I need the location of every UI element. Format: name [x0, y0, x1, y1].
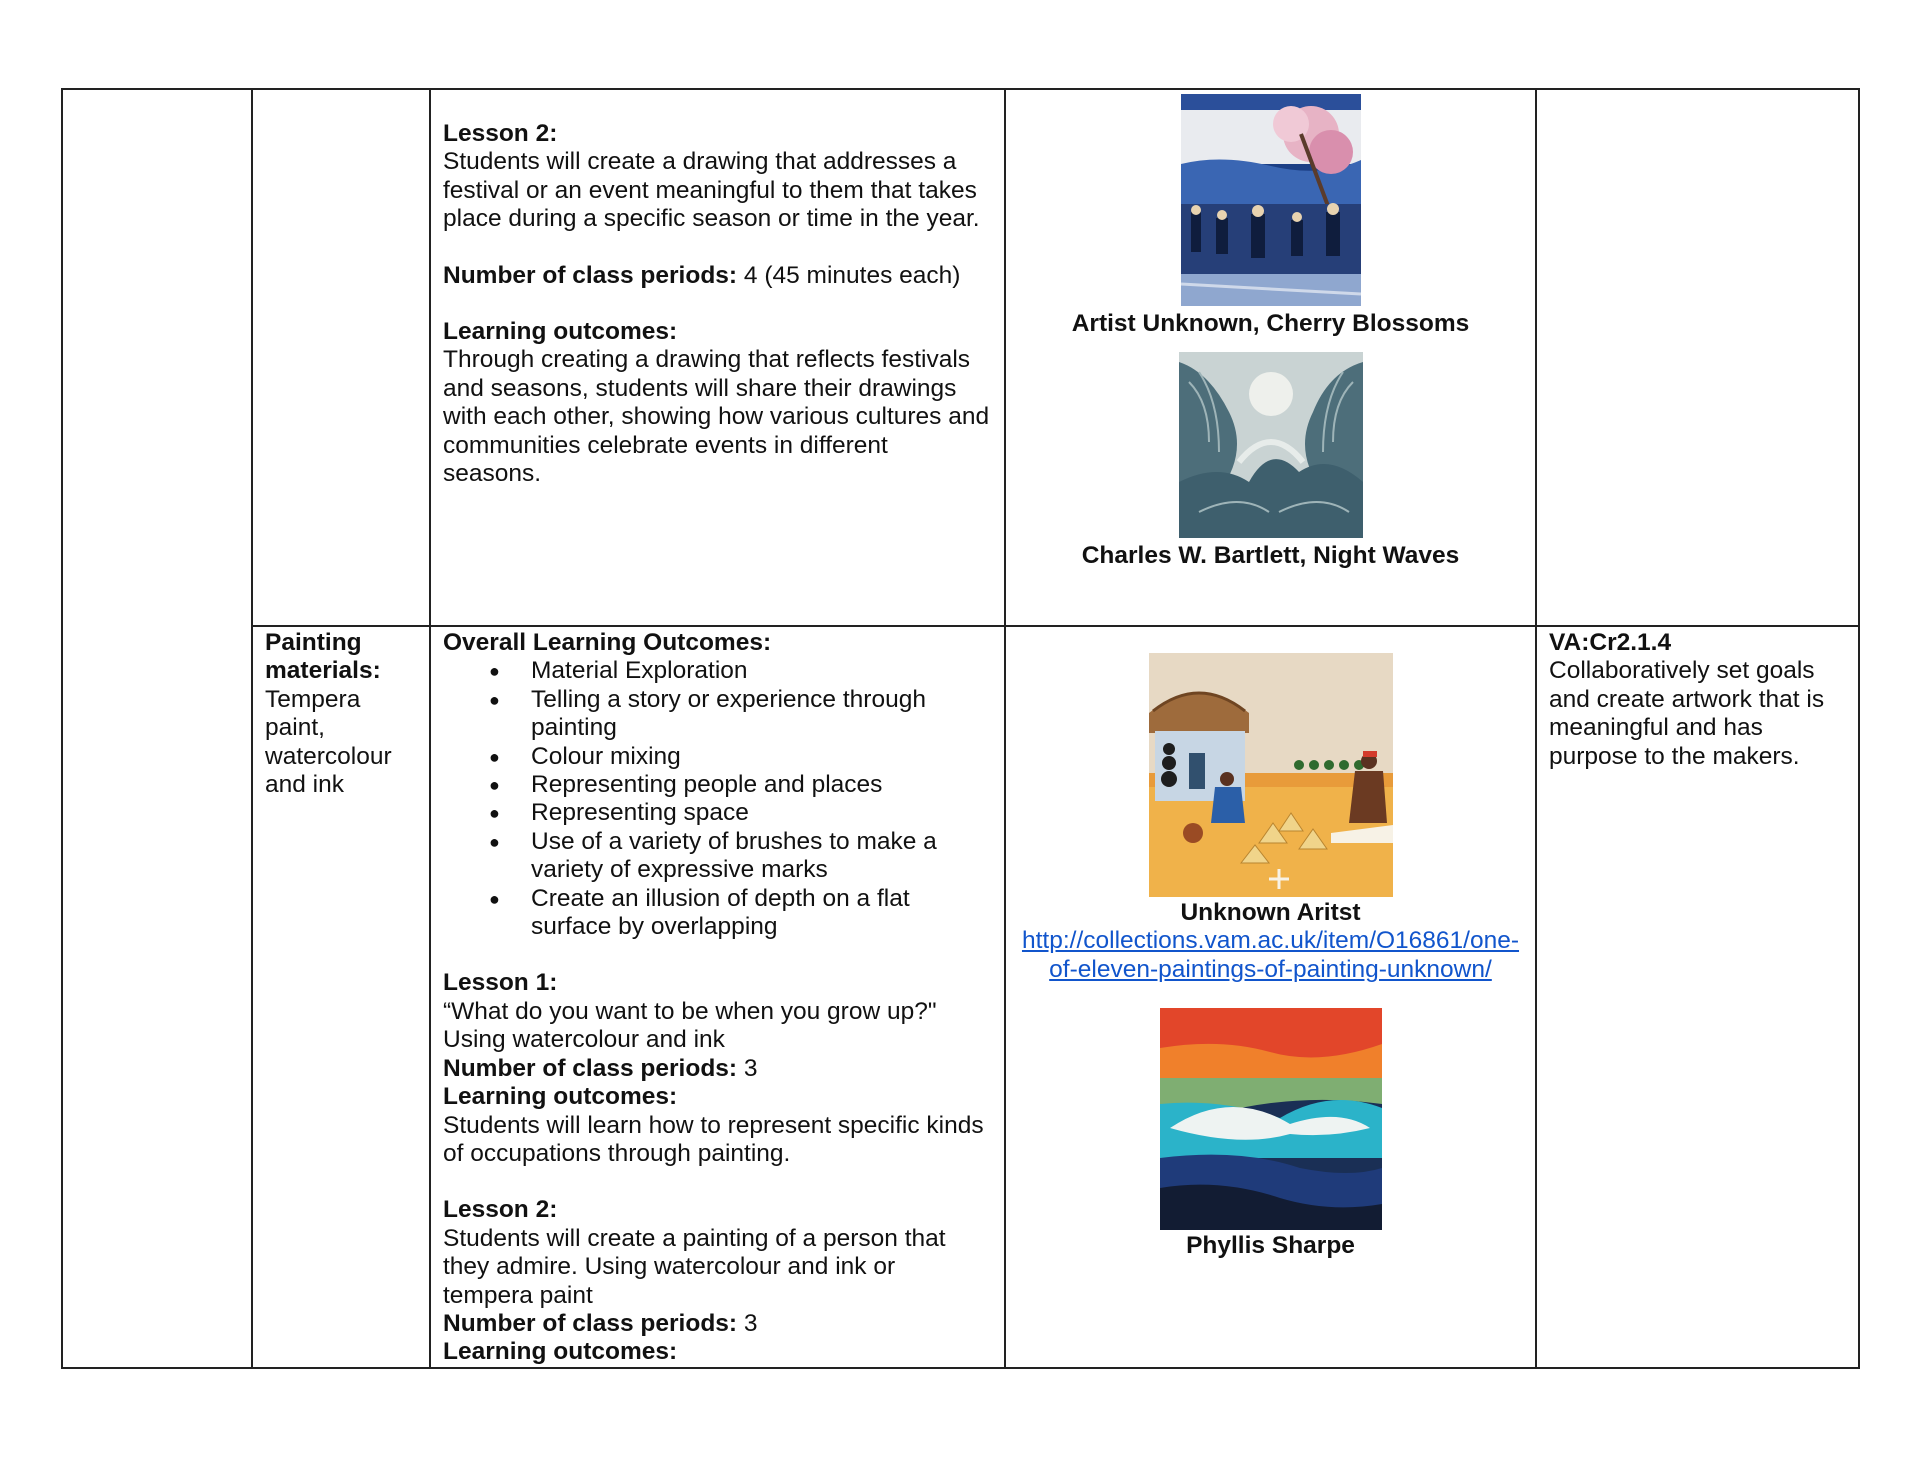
table-row [62, 89, 1859, 626]
lesson1-outcomes-heading: Learning outcomes: [443, 1083, 678, 1111]
artwork-examples-cell [1005, 89, 1536, 626]
standard-code: VA:Cr2.1.4 [1549, 629, 1672, 656]
lesson2-text: Students will create a painting of a person that they admire. Using watercolour and ink or tempera paint [443, 1224, 946, 1309]
lesson1-question: “What do you want to be when you grow up?" [443, 997, 937, 1025]
unknown-artist-painting-image [1149, 653, 1393, 897]
periods-value: 4 (45 minutes each) [737, 261, 961, 289]
lesson2-text: Students will create a drawing that addresses a festival or an event meaningful to them that takes place during a specific season or time in the year. [443, 148, 980, 233]
artwork-examples-cell [1005, 626, 1536, 1368]
phyllis-sharpe-painting-image [1160, 1008, 1382, 1230]
lesson-plan-table [61, 88, 1860, 1369]
list-item: ● Colour mixing [531, 743, 990, 771]
list-item: ● Representing space [531, 799, 990, 827]
overall-outcomes-heading: Overall Learning Outcomes: [443, 629, 772, 656]
empty-cell [1536, 89, 1859, 626]
list-item: ● Use of a variety of brushes to make a variety of expressive marks [531, 828, 990, 885]
artwork-caption: Unknown Aritst [1180, 899, 1361, 926]
night-waves-image [1179, 352, 1363, 538]
materials-heading: Painting materials: [265, 629, 381, 685]
artwork-source-link[interactable]: http://collections.vam.ac.uk/item/O16861/one-of-eleven-paintings-of-painting-unknown/ [1021, 927, 1520, 983]
periods-label: Number of class periods: [443, 261, 738, 289]
artwork-caption: Charles W. Bartlett, Night Waves [1081, 542, 1460, 570]
artwork-caption: Phyllis Sharpe [1186, 1232, 1355, 1260]
periods-value: 3 [737, 1309, 758, 1337]
lesson2-heading: Lesson 2: [443, 1196, 558, 1224]
list-item: ● Material Exploration [531, 657, 990, 685]
empty-cell [252, 89, 430, 626]
list-item: ● Create an illusion of depth on a flat surface by overlapping [531, 885, 990, 942]
periods-label: Number of class periods: [443, 1309, 738, 1337]
outcomes-list [443, 657, 990, 941]
lesson2-heading: Lesson 2: [443, 120, 558, 147]
list-item: ● Representing people and places [531, 771, 990, 799]
lesson-description-cell [430, 626, 1005, 1368]
periods-value: 3 [737, 1054, 758, 1082]
table-row [62, 626, 1859, 1368]
standards-cell [1536, 626, 1859, 1368]
lesson1-outcomes-text: Students will learn how to represent specific kinds of occupations through painting. [443, 1111, 984, 1167]
list-item: ● Telling a story or experience through painting [531, 686, 990, 743]
lesson-description-cell [430, 89, 1005, 626]
outcomes-text: Through creating a drawing that reflects festivals and seasons, students will share their drawings with each other, showing how various cultures and communities celebrate events in different seasons. [443, 346, 990, 488]
standard-text: Collaboratively set goals and create artwork that is meaningful and has purpose to the makers. [1549, 657, 1825, 770]
class-periods [443, 262, 990, 290]
periods-label: Number of class periods: [443, 1054, 738, 1082]
lesson1-periods [443, 1055, 990, 1083]
empty-cell [62, 89, 252, 1368]
lesson1-heading: Lesson 1: [443, 969, 558, 997]
lesson2-outcomes-heading: Learning outcomes: [443, 1338, 678, 1366]
lesson2-periods [443, 1310, 990, 1338]
cherry-blossoms-image [1181, 94, 1361, 306]
artwork-caption: Artist Unknown, Cherry Blossoms [1071, 310, 1470, 337]
materials-cell [252, 626, 430, 1368]
outcomes-heading: Learning outcomes: [443, 318, 678, 346]
materials-text: Tempera paint, watercolour and ink [265, 685, 392, 799]
lesson1-medium: Using watercolour and ink [443, 1026, 725, 1054]
